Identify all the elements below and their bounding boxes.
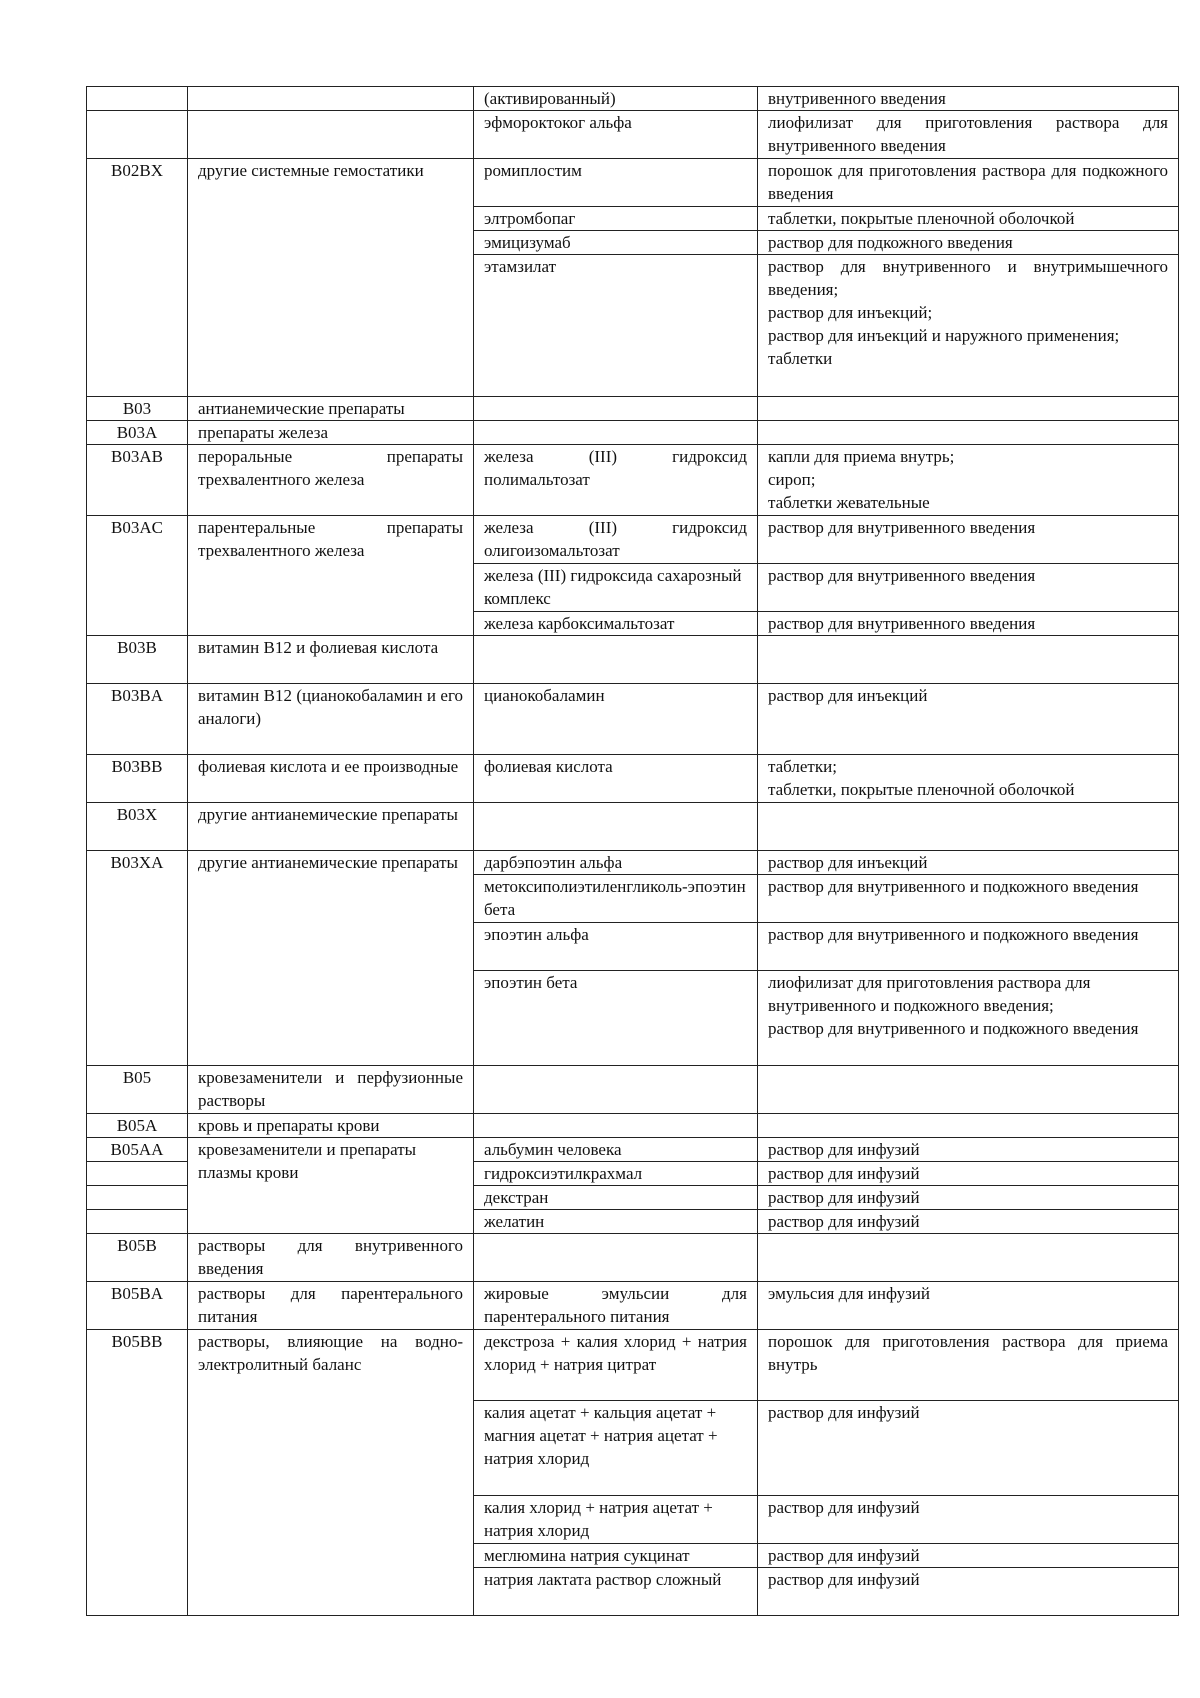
drug-cell: элтромбопаг bbox=[474, 207, 758, 231]
drug-cell bbox=[474, 1234, 758, 1282]
dosage-form-cell bbox=[758, 1234, 1179, 1282]
dosage-form: лиофилизат для приготовления раствора для внутривенного и подкожного введения; bbox=[768, 973, 1091, 1015]
dosage-form: раствор для внутривенного введения bbox=[768, 518, 1036, 537]
dosage-form: раствор для внутривенного и подкожного введения bbox=[768, 1019, 1139, 1038]
atc-code-cell bbox=[87, 1210, 188, 1234]
drug-cell bbox=[474, 397, 758, 421]
group-cell: фолиевая кислота и ее производные bbox=[188, 755, 474, 803]
dosage-form-cell bbox=[758, 231, 1179, 255]
dosage-form: раствор для инъекций и наружного применения; bbox=[768, 326, 1120, 345]
atc-code-cell: B03X bbox=[87, 803, 188, 851]
dosage-form-cell bbox=[758, 1568, 1179, 1616]
dosage-form: раствор для инъекций; bbox=[768, 303, 933, 322]
dosage-form-cell bbox=[758, 1496, 1179, 1544]
drug-cell bbox=[474, 1066, 758, 1114]
dosage-form: сироп; bbox=[768, 470, 816, 489]
dosage-form-cell bbox=[758, 1282, 1179, 1330]
dosage-form: раствор для подкожного введения bbox=[768, 233, 1013, 252]
atc-code-cell bbox=[87, 87, 188, 111]
drug-cell: железа (III) гидроксид олигоизомальтозат bbox=[474, 516, 758, 564]
dosage-form: раствор для инъекций bbox=[768, 686, 928, 705]
dosage-form-cell bbox=[758, 851, 1179, 875]
medication-table bbox=[86, 86, 1179, 1616]
dosage-form-cell bbox=[758, 612, 1179, 636]
atc-code-cell: B05AA bbox=[87, 1138, 188, 1162]
table-row bbox=[87, 1234, 1179, 1282]
atc-code-cell: B03B bbox=[87, 636, 188, 684]
dosage-form-cell bbox=[758, 684, 1179, 755]
drug-cell: эмицизумаб bbox=[474, 231, 758, 255]
group-cell: другие антианемические препараты bbox=[188, 803, 474, 851]
dosage-form: раствор для внутривенного введения bbox=[768, 614, 1036, 633]
group-cell: витамин B12 (цианокобаламин и его аналоги) bbox=[188, 684, 474, 755]
group-cell: парентеральные препараты трехвалентного железа bbox=[188, 516, 474, 636]
dosage-form: раствор для инфузий bbox=[768, 1164, 920, 1183]
dosage-form-cell bbox=[758, 207, 1179, 231]
dosage-form-cell bbox=[758, 1210, 1179, 1234]
table-row bbox=[87, 397, 1179, 421]
dosage-form-cell bbox=[758, 1401, 1179, 1496]
dosage-form: таблетки bbox=[768, 349, 833, 368]
dosage-form: таблетки, покрытые пленочной оболочкой bbox=[768, 209, 1075, 228]
dosage-form-cell bbox=[758, 87, 1179, 111]
atc-code-cell: B05 bbox=[87, 1066, 188, 1114]
drug-cell: альбумин человека bbox=[474, 1138, 758, 1162]
dosage-form-cell bbox=[758, 1066, 1179, 1114]
drug-cell: декстран bbox=[474, 1186, 758, 1210]
dosage-form-cell bbox=[758, 636, 1179, 684]
group-cell bbox=[188, 87, 474, 111]
dosage-form: лиофилизат для приготовления раствора для внутривенного введения bbox=[768, 113, 1168, 155]
group-cell: растворы, влияющие на водно-электролитный баланс bbox=[188, 1330, 474, 1616]
dosage-form-cell bbox=[758, 1330, 1179, 1401]
dosage-form: раствор для инфузий bbox=[768, 1570, 920, 1589]
table-row bbox=[87, 851, 1179, 875]
dosage-form-cell bbox=[758, 397, 1179, 421]
dosage-form: раствор для внутривенного и подкожного введения bbox=[768, 925, 1139, 944]
atc-code-cell: B02BX bbox=[87, 159, 188, 397]
drug-cell: эфмороктоког альфа bbox=[474, 111, 758, 159]
dosage-form-cell bbox=[758, 875, 1179, 923]
group-cell: растворы для внутривенного введения bbox=[188, 1234, 474, 1282]
drug-cell: жировые эмульсии для парентерального питания bbox=[474, 1282, 758, 1330]
drug-cell: дарбэпоэтин альфа bbox=[474, 851, 758, 875]
drug-cell: калия хлорид + натрия ацетат + натрия хлорид bbox=[474, 1496, 758, 1544]
drug-cell bbox=[474, 421, 758, 445]
atc-code-cell: B03 bbox=[87, 397, 188, 421]
dosage-form-cell bbox=[758, 923, 1179, 971]
dosage-form-cell bbox=[758, 803, 1179, 851]
atc-code-cell: B05A bbox=[87, 1114, 188, 1138]
dosage-form-cell bbox=[758, 1162, 1179, 1186]
dosage-form: раствор для инфузий bbox=[768, 1212, 920, 1231]
dosage-form: раствор для внутривенного введения bbox=[768, 566, 1036, 585]
dosage-form: раствор для инфузий bbox=[768, 1188, 920, 1207]
atc-code-cell bbox=[87, 111, 188, 159]
atc-code-cell: B03AB bbox=[87, 445, 188, 516]
dosage-form-cell bbox=[758, 516, 1179, 564]
dosage-form-cell bbox=[758, 1186, 1179, 1210]
dosage-form: таблетки, покрытые пленочной оболочкой bbox=[768, 780, 1075, 799]
dosage-form-cell bbox=[758, 564, 1179, 612]
table-row bbox=[87, 1066, 1179, 1114]
group-cell: растворы для парентерального питания bbox=[188, 1282, 474, 1330]
group-cell: витамин B12 и фолиевая кислота bbox=[188, 636, 474, 684]
dosage-form-cell bbox=[758, 971, 1179, 1066]
atc-code-cell: B03A bbox=[87, 421, 188, 445]
dosage-form: раствор для инъекций bbox=[768, 853, 928, 872]
drug-cell: меглюмина натрия сукцинат bbox=[474, 1544, 758, 1568]
dosage-form-cell bbox=[758, 755, 1179, 803]
table-row bbox=[87, 1138, 1179, 1162]
drug-cell: калия ацетат + кальция ацетат + магния ацетат + натрия ацетат + натрия хлорид bbox=[474, 1401, 758, 1496]
dosage-form-cell bbox=[758, 421, 1179, 445]
group-cell: другие антианемические препараты bbox=[188, 851, 474, 1066]
drug-cell bbox=[474, 1114, 758, 1138]
drug-cell: метоксиполиэтиленгликоль-эпоэтин бета bbox=[474, 875, 758, 923]
group-cell: другие системные гемостатики bbox=[188, 159, 474, 397]
atc-code-cell bbox=[87, 1186, 188, 1210]
group-cell: кровезаменители и препараты плазмы крови bbox=[188, 1138, 474, 1234]
dosage-form: раствор для инфузий bbox=[768, 1140, 920, 1159]
drug-cell: эпоэтин бета bbox=[474, 971, 758, 1066]
drug-cell bbox=[474, 636, 758, 684]
dosage-form: таблетки жевательные bbox=[768, 493, 930, 512]
drug-cell: железа (III) гидроксида сахарозный комплекс bbox=[474, 564, 758, 612]
drug-cell: ромиплостим bbox=[474, 159, 758, 207]
atc-code-cell: B05BB bbox=[87, 1330, 188, 1616]
dosage-form: порошок для приготовления раствора для подкожного введения bbox=[768, 161, 1168, 203]
table-row bbox=[87, 445, 1179, 516]
atc-code-cell: B03AC bbox=[87, 516, 188, 636]
atc-code-cell: B05BA bbox=[87, 1282, 188, 1330]
group-cell: кровь и препараты крови bbox=[188, 1114, 474, 1138]
table-row bbox=[87, 1282, 1179, 1330]
dosage-form-cell bbox=[758, 1114, 1179, 1138]
dosage-form: раствор для инфузий bbox=[768, 1498, 920, 1517]
atc-code-cell: B03BB bbox=[87, 755, 188, 803]
table-row bbox=[87, 87, 1179, 111]
group-cell bbox=[188, 111, 474, 159]
dosage-form: раствор для внутривенного и подкожного введения bbox=[768, 877, 1139, 896]
group-cell: препараты железа bbox=[188, 421, 474, 445]
dosage-form: раствор для инфузий bbox=[768, 1403, 920, 1422]
drug-cell: гидроксиэтилкрахмал bbox=[474, 1162, 758, 1186]
drug-cell: железа (III) гидроксид полимальтозат bbox=[474, 445, 758, 516]
drug-cell: эпоэтин альфа bbox=[474, 923, 758, 971]
drug-cell: железа карбоксимальтозат bbox=[474, 612, 758, 636]
drug-cell: натрия лактата раствор сложный bbox=[474, 1568, 758, 1616]
table-row bbox=[87, 755, 1179, 803]
dosage-form: раствор для внутривенного и внутримышечного введения; bbox=[768, 257, 1168, 299]
drug-cell: декстроза + калия хлорид + натрия хлорид + натрия цитрат bbox=[474, 1330, 758, 1401]
table-row bbox=[87, 1330, 1179, 1401]
table-row bbox=[87, 111, 1179, 159]
table-row bbox=[87, 803, 1179, 851]
atc-code-cell: B03XA bbox=[87, 851, 188, 1066]
dosage-form-cell bbox=[758, 1544, 1179, 1568]
group-cell: кровезаменители и перфузионные растворы bbox=[188, 1066, 474, 1114]
dosage-form-cell bbox=[758, 445, 1179, 516]
atc-code-cell: B03BA bbox=[87, 684, 188, 755]
dosage-form-cell bbox=[758, 255, 1179, 397]
drug-cell: желатин bbox=[474, 1210, 758, 1234]
group-cell: пероральные препараты трехвалентного железа bbox=[188, 445, 474, 516]
dosage-form: эмульсия для инфузий bbox=[768, 1284, 931, 1303]
dosage-form: порошок для приготовления раствора для приема внутрь bbox=[768, 1332, 1168, 1374]
dosage-form-cell bbox=[758, 1138, 1179, 1162]
atc-code-cell bbox=[87, 1162, 188, 1186]
table-row bbox=[87, 1114, 1179, 1138]
atc-code-cell: B05B bbox=[87, 1234, 188, 1282]
dosage-form: таблетки; bbox=[768, 757, 837, 776]
dosage-form: раствор для инфузий bbox=[768, 1546, 920, 1565]
drug-cell: цианокобаламин bbox=[474, 684, 758, 755]
table-row bbox=[87, 159, 1179, 207]
table-row bbox=[87, 684, 1179, 755]
dosage-form: внутривенного введения bbox=[768, 89, 946, 108]
dosage-form-cell bbox=[758, 159, 1179, 207]
table-row bbox=[87, 636, 1179, 684]
drug-cell: (активированный) bbox=[474, 87, 758, 111]
drug-cell: этамзилат bbox=[474, 255, 758, 397]
drug-cell: фолиевая кислота bbox=[474, 755, 758, 803]
dosage-form-cell bbox=[758, 111, 1179, 159]
table-row bbox=[87, 421, 1179, 445]
table-row bbox=[87, 516, 1179, 564]
drug-cell bbox=[474, 803, 758, 851]
dosage-form: капли для приема внутрь; bbox=[768, 447, 955, 466]
group-cell: антианемические препараты bbox=[188, 397, 474, 421]
